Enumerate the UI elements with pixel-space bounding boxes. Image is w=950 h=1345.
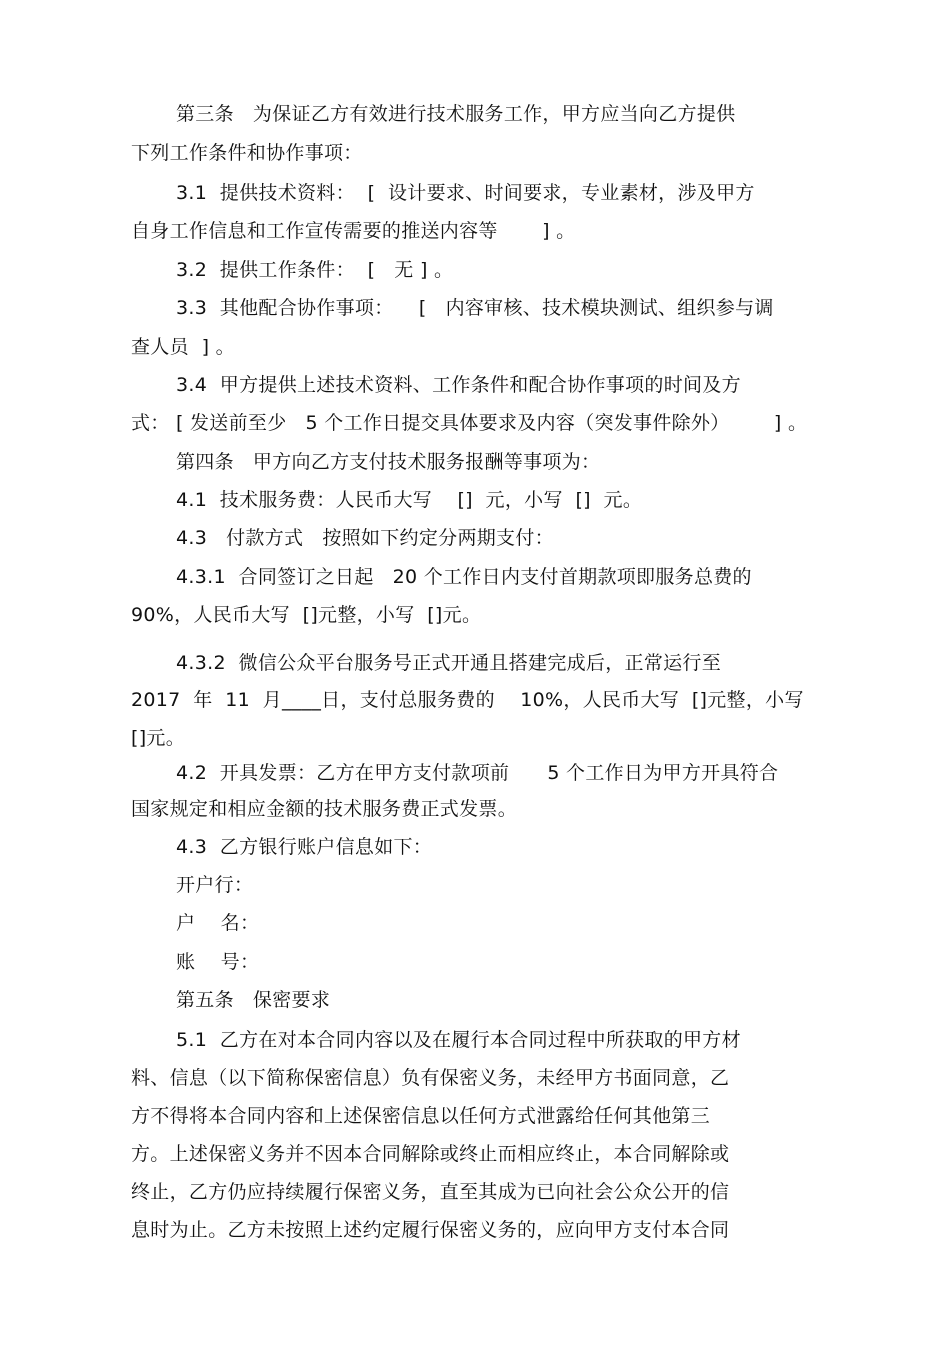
text-line: 4.3 付款方式 按照如下约定分两期支付： xyxy=(176,527,554,549)
text-line: []元。 xyxy=(131,727,186,749)
text-line: 自身工作信息和工作宣传需要的推送内容等 ] 。 xyxy=(131,220,576,242)
text-line: 90%，人民币大写 []元整，小写 []元。 xyxy=(131,604,482,626)
text-line: 式： [ 发送前至少 5 个工作日提交具体要求及内容（突发事件除外） ] 。 xyxy=(131,412,808,434)
text-line: 4.3 乙方银行账户信息如下： xyxy=(176,836,433,858)
text-line: 5.1 乙方在对本合同内容以及在履行本合同过程中所获取的甲方材 xyxy=(176,1029,741,1051)
text-line: 息时为止。乙方未按照上述约定履行保密义务的，应向甲方支付本合同 xyxy=(131,1219,730,1241)
text-line: 账 号： xyxy=(176,951,260,973)
text-line: 4.1 技术服务费：人民币大写 [] 元，小写 [] 元。 xyxy=(176,489,643,511)
text-line: 方。上述保密义务并不因本合同解除或终止而相应终止，本合同解除或 xyxy=(131,1143,730,1165)
text-line: 4.3.1 合同签订之日起 20 个工作日内支付首期款项即服务总费的 xyxy=(176,566,752,588)
text-line: 4.3.2 微信公众平台服务号正式开通且搭建完成后，正常运行至 xyxy=(176,652,722,674)
text-line: 第五条 保密要求 xyxy=(176,989,331,1011)
text-line: 2017 年 11 月____日，支付总服务费的 10%，人民币大写 []元整，小写 xyxy=(131,689,804,711)
text-line: 方不得将本合同内容和上述保密信息以任何方式泄露给任何其他第三 xyxy=(131,1105,711,1127)
text-line: 第三条 为保证乙方有效进行技术服务工作，甲方应当向乙方提供 xyxy=(176,103,736,125)
text-line: 3.2 提供工作条件： [ 无 ] 。 xyxy=(176,259,454,281)
text-line: 4.2 开具发票：乙方在甲方支付款项前 5 个工作日为甲方开具符合 xyxy=(176,762,779,784)
text-line: 第四条 甲方向乙方支付技术服务报酬等事项为： xyxy=(176,451,601,473)
text-line: 下列工作条件和协作事项： xyxy=(131,142,363,164)
text-line: 3.1 提供技术资料： [ 设计要求、时间要求，专业素材，涉及甲方 xyxy=(176,182,755,204)
text-line: 3.4 甲方提供上述技术资料、工作条件和配合协作事项的时间及方 xyxy=(176,374,741,396)
text-line: 料、信息（以下简称保密信息）负有保密义务，未经甲方书面同意，乙 xyxy=(131,1067,730,1089)
text-line: 开户行： xyxy=(176,874,254,896)
text-line: 查人员 ] 。 xyxy=(131,336,235,358)
text-line: 3.3 其他配合协作事项： [ 内容审核、技术模块测试、组织参与调 xyxy=(176,297,774,319)
text-line: 国家规定和相应金额的技术服务费正式发票。 xyxy=(131,798,518,820)
text-line: 终止，乙方仍应持续履行保密义务，直至其成为已向社会公众公开的信 xyxy=(131,1181,730,1203)
text-line: 户 名： xyxy=(176,912,260,934)
